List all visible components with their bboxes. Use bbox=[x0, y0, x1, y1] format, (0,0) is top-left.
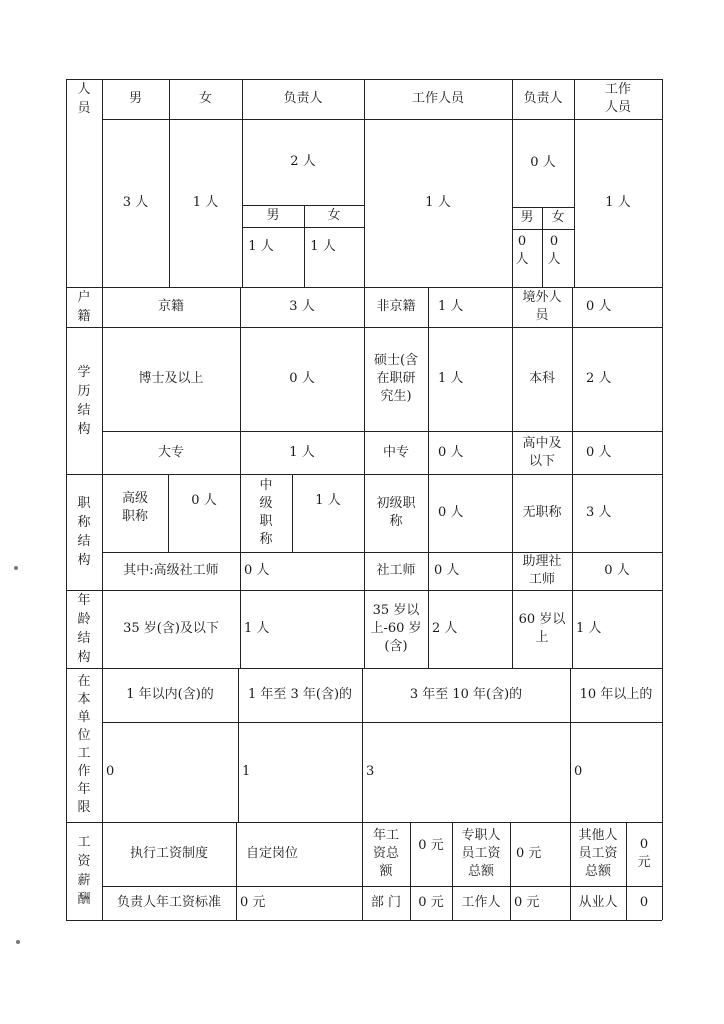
overseas-label: 境外人 员 bbox=[522, 290, 562, 323]
fulltime-total-label: 专职人 员工资 总额 bbox=[461, 828, 501, 879]
3-10-years-value: 3 bbox=[366, 764, 375, 779]
over-60-label: 60 岁以 上 bbox=[518, 612, 566, 645]
master-count: 1 人 bbox=[438, 371, 464, 386]
social-worker-count: 0 人 bbox=[434, 563, 460, 578]
education-row-label: 学 历 结 构 bbox=[77, 364, 91, 437]
worker-value: 0 元 bbox=[514, 895, 540, 910]
annual-total-value: 0 元 bbox=[418, 838, 444, 853]
salary-system-value: 自定岗位 bbox=[246, 846, 299, 861]
high-school-label: 高中及 以下 bbox=[522, 435, 562, 469]
middle-title-count: 1 人 bbox=[315, 493, 341, 508]
male-header: 男 bbox=[128, 91, 142, 106]
3-10-years-header: 3 年至 10 年(含)的 bbox=[409, 687, 523, 702]
overseas-count: 0 人 bbox=[586, 299, 612, 314]
non-beijing-label: 非京籍 bbox=[376, 299, 416, 314]
bachelor-count: 2 人 bbox=[586, 371, 612, 386]
age-row-label: 年 龄 结 构 bbox=[77, 593, 91, 665]
tenure-row-label: 在 本 单 位 工 作 年 限 bbox=[77, 674, 91, 815]
head-1-header: 负责人 bbox=[283, 91, 323, 106]
scan-dot bbox=[14, 566, 18, 570]
no-title-count: 3 人 bbox=[586, 505, 612, 520]
over-60-count: 1 人 bbox=[576, 621, 602, 636]
head-2-header: 负责人 bbox=[523, 91, 563, 106]
other-total-value: 0 元 bbox=[637, 837, 651, 870]
senior-social-worker-label: 其中:高级社工师 bbox=[123, 563, 219, 578]
bachelor-label: 本科 bbox=[528, 371, 555, 386]
staff-1-count: 1 人 bbox=[425, 195, 451, 210]
beijing-label: 京籍 bbox=[157, 299, 184, 314]
female-header: 女 bbox=[198, 91, 212, 106]
head-1-male-count: 1 人 bbox=[248, 239, 274, 254]
head-salary-standard-label: 负责人年工资标准 bbox=[116, 895, 221, 910]
phd-label: 博士及以上 bbox=[138, 371, 204, 386]
beijing-count: 3 人 bbox=[289, 299, 315, 314]
no-title-label: 无职称 bbox=[522, 505, 562, 520]
head-salary-standard-value: 0 元 bbox=[240, 895, 266, 910]
household-row-label: 户 籍 bbox=[77, 290, 91, 324]
other-total-label: 其他人 员工资 总额 bbox=[578, 828, 618, 879]
male-count: 3 人 bbox=[122, 195, 149, 210]
over-10-years-header: 10 年以上的 bbox=[579, 687, 653, 702]
under-1-year-header: 1 年以内(含)的 bbox=[126, 687, 214, 702]
salary-system-label: 执行工资制度 bbox=[129, 846, 208, 861]
head-2-female-count: 0 人 bbox=[547, 234, 561, 267]
35-60-count: 2 人 bbox=[432, 621, 458, 636]
staff-2-header: 工作 人员 bbox=[604, 82, 631, 115]
under-1-year-value: 0 bbox=[106, 764, 115, 779]
assistant-social-worker-count: 0 人 bbox=[604, 563, 630, 578]
scan-dot bbox=[16, 940, 20, 944]
staff-1-header: 工作人员 bbox=[411, 91, 464, 106]
junior-title-count: 0 人 bbox=[438, 505, 464, 520]
table-rule bbox=[66, 920, 662, 921]
1-3-years-header: 1 年至 3 年(含)的 bbox=[247, 687, 353, 702]
secondary-label: 中专 bbox=[382, 444, 409, 460]
head-2-count: 0 人 bbox=[530, 155, 556, 170]
college-label: 大专 bbox=[157, 444, 184, 460]
under-35-count: 1 人 bbox=[244, 621, 270, 636]
35-60-label: 35 岁以 上-60 岁 (含) bbox=[370, 603, 422, 654]
head-2-male-header: 男 bbox=[520, 210, 534, 225]
personnel-row-label: 人 员 bbox=[77, 82, 91, 116]
senior-title-count: 0 人 bbox=[191, 493, 217, 508]
staff-2-count: 1 人 bbox=[605, 195, 631, 210]
title-row-label: 职 称 结 构 bbox=[77, 496, 91, 568]
middle-title-label: 中 级 职 称 bbox=[259, 478, 273, 547]
female-count: 1 人 bbox=[192, 195, 219, 210]
worker-label: 工作人 bbox=[461, 895, 501, 910]
head-1-count: 2 人 bbox=[290, 154, 316, 169]
phd-count: 0 人 bbox=[289, 371, 315, 386]
master-label: 硕士(含 在职研 究生) bbox=[373, 353, 419, 404]
practitioner-label: 从业人 bbox=[578, 895, 618, 910]
head-1-male-header: 男 bbox=[266, 208, 280, 223]
head-2-female-header: 女 bbox=[551, 210, 565, 225]
senior-social-worker-count: 0 人 bbox=[244, 563, 270, 578]
non-beijing-count: 1 人 bbox=[438, 299, 464, 314]
department-value: 0 元 bbox=[418, 895, 444, 910]
head-2-male-count: 0 人 bbox=[515, 234, 529, 267]
junior-title-label: 初级职 称 bbox=[376, 496, 416, 529]
head-1-female-header: 女 bbox=[327, 208, 341, 223]
social-worker-label: 社工师 bbox=[376, 563, 416, 578]
head-1-female-count: 1 人 bbox=[310, 239, 336, 254]
annual-total-label: 年工 资总 额 bbox=[372, 828, 399, 879]
table-rule bbox=[662, 79, 663, 920]
under-35-label: 35 岁(含)及以下 bbox=[123, 621, 219, 636]
high-school-count: 0 人 bbox=[586, 444, 612, 460]
department-label: 部 门 bbox=[370, 895, 402, 910]
fulltime-total-value: 0 元 bbox=[516, 846, 542, 861]
college-count: 1 人 bbox=[289, 444, 315, 460]
secondary-count: 0 人 bbox=[438, 444, 464, 460]
salary-row-label: 工 资 薪 酬 bbox=[77, 835, 91, 907]
1-3-years-value: 1 bbox=[242, 764, 251, 779]
practitioner-value: 0 bbox=[639, 895, 649, 910]
senior-title-label: 高级 职称 bbox=[121, 491, 148, 524]
assistant-social-worker-label: 助理社 工师 bbox=[522, 554, 562, 587]
over-10-years-value: 0 bbox=[574, 764, 583, 779]
